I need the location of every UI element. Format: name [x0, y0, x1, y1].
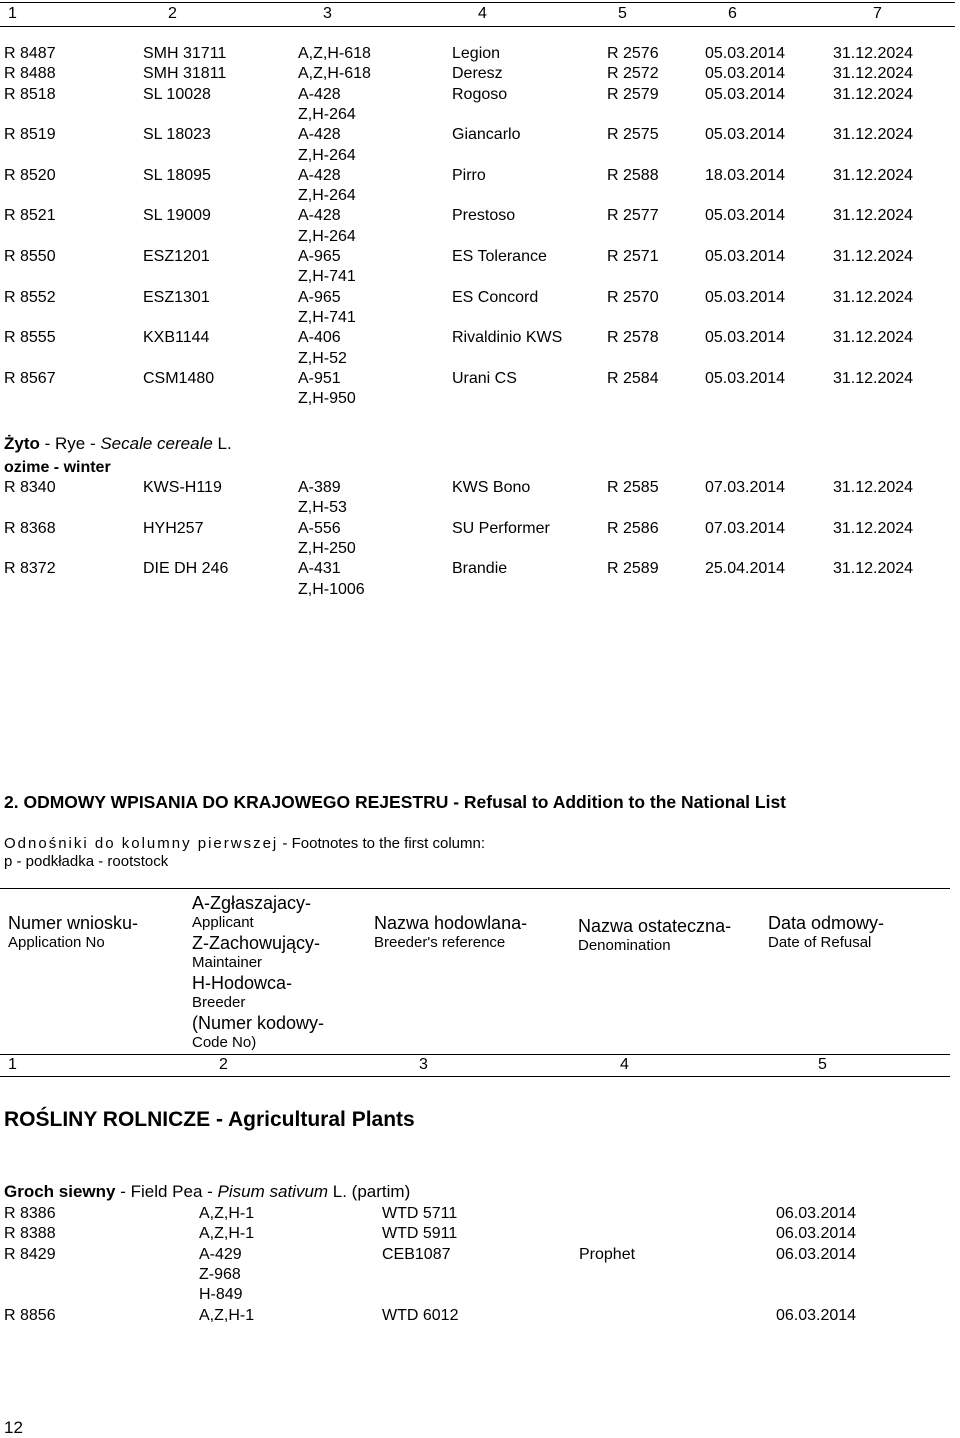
- no-cell: R 8521: [4, 207, 56, 225]
- col2-en-line: Code No): [192, 1034, 257, 1051]
- reg-cell: R 2589: [607, 560, 659, 578]
- no-cell: R 8368: [4, 519, 56, 537]
- rye-title-pl: Żyto: [4, 434, 40, 453]
- name-cell: Deresz: [452, 65, 503, 83]
- refusal-col3-header: [374, 912, 527, 952]
- top-header-col-3: 3: [323, 5, 332, 22]
- pea-title-pl: Groch siewny: [4, 1182, 116, 1201]
- rye-title-en: Rye: [55, 434, 86, 453]
- no-cell: R 8552: [4, 288, 56, 306]
- code-cell: A,Z,H-1: [199, 1306, 255, 1324]
- from-cell: 18.03.2014: [705, 166, 786, 184]
- code-cell: A,Z,H-618: [298, 45, 371, 62]
- reg-cell: R 2570: [607, 288, 659, 306]
- section2-heading: 2. ODMOWY WPISANIA DO KRAJOWEGO REJESTRU - Refusal to Addition to the National List: [4, 792, 787, 812]
- top-header-col-7: 7: [873, 5, 882, 22]
- reg-cell: R 2575: [607, 126, 659, 144]
- ref-cell: ESZ1201: [143, 248, 210, 265]
- code-cell: A-406: [298, 329, 341, 347]
- refusal-num-1: 1: [8, 1056, 17, 1073]
- code-cell: A-951: [298, 369, 341, 387]
- col2-pl-line: A-Zgłaszajacy-: [192, 893, 312, 913]
- col2-pl-line: H-Hodowca-: [192, 973, 293, 993]
- name-cell: Pirro: [452, 166, 486, 184]
- name-cell: Urani CS: [452, 369, 517, 387]
- name-cell: Giancarlo: [452, 126, 521, 144]
- code-cell: Z,H-250: [298, 539, 356, 557]
- to-cell: 31.12.2024: [833, 248, 914, 265]
- date-cell: 06.03.2014: [776, 1306, 857, 1324]
- top-header-col-1: 1: [8, 5, 17, 22]
- ref-cell: ESZ1301: [143, 288, 210, 306]
- ref-cell: CSM1480: [143, 369, 215, 387]
- code-cell: A-428: [298, 126, 341, 144]
- refusal-num-5: 5: [818, 1056, 827, 1073]
- rye-title-sep2: -: [85, 434, 101, 453]
- agri-heading: ROŚLINY ROLNICZE - Agricultural Plants: [4, 1108, 415, 1131]
- footnote-pl: Odnośniki do kolumny pierwszej: [4, 835, 279, 852]
- code-cell: Z,H-52: [298, 349, 347, 367]
- to-cell: 31.12.2024: [833, 85, 914, 103]
- ref-cell: WTD 5711: [382, 1205, 458, 1222]
- code-cell: Z,H-1006: [298, 580, 365, 598]
- code-cell: A-428: [298, 166, 341, 184]
- col1-en: Application No: [8, 934, 105, 951]
- col3-en: Breeder's reference: [374, 934, 506, 951]
- refusal-col4-header: [578, 915, 731, 955]
- from-cell: 07.03.2014: [705, 519, 786, 537]
- to-cell: 31.12.2024: [833, 479, 914, 496]
- ref-cell: SL 19009: [143, 207, 211, 225]
- code-cell: Z,H-264: [298, 187, 356, 205]
- code-cell: A,Z,H-1: [199, 1205, 255, 1222]
- ref-cell: SL 18023: [143, 126, 211, 144]
- name-cell: Prestoso: [452, 207, 516, 225]
- no-cell: R 8550: [4, 248, 56, 265]
- col2-en-line: Maintainer: [192, 954, 263, 971]
- col2-pl-line: Z-Zachowujący-: [192, 933, 321, 953]
- rye-title-sep: -: [39, 434, 55, 453]
- no-cell: R 8518: [4, 85, 56, 103]
- code-cell: A-965: [298, 288, 341, 306]
- col5-pl: Data odmowy-: [768, 913, 885, 933]
- code-cell: Z,H-741: [298, 268, 356, 286]
- from-cell: 05.03.2014: [705, 85, 786, 103]
- pea-title-sep2: -: [202, 1182, 218, 1201]
- ref-cell: CEB1087: [382, 1245, 451, 1263]
- ref-cell: SL 10028: [143, 85, 211, 103]
- to-cell: 31.12.2024: [833, 369, 914, 387]
- ref-cell: DIE DH 246: [143, 560, 229, 578]
- pea-title-en: Field Pea: [130, 1182, 203, 1201]
- code-cell: Z,H-264: [298, 146, 356, 164]
- name-cell: Brandie: [452, 560, 508, 578]
- refusal-col1-header: [8, 912, 138, 952]
- reg-cell: R 2586: [607, 519, 659, 537]
- no-cell: R 8487: [4, 45, 56, 62]
- code-cell: Z,H-264: [298, 227, 356, 245]
- to-cell: 31.12.2024: [833, 166, 914, 184]
- col5-en: Date of Refusal: [768, 934, 872, 951]
- footnote-en: - Footnotes to the first column:: [278, 835, 486, 852]
- ref-cell: HYH257: [143, 519, 204, 537]
- code-cell: Z-968: [199, 1265, 241, 1283]
- no-cell: R 8429: [4, 1245, 56, 1263]
- top-header-col-6: 6: [728, 5, 737, 22]
- refusal-num-3: 3: [419, 1056, 428, 1073]
- pea-title-sep: -: [115, 1182, 131, 1201]
- ref-cell: WTD 5911: [382, 1225, 458, 1243]
- code-cell: A-965: [298, 248, 341, 265]
- to-cell: 31.12.2024: [833, 65, 914, 83]
- name-cell: Rivaldinio KWS: [452, 329, 563, 347]
- code-cell: Z,H-950: [298, 390, 356, 408]
- refusal-num-4: 4: [620, 1056, 629, 1073]
- pea-title-latin: Pisum sativum: [217, 1182, 329, 1201]
- code-cell: A,Z,H-1: [199, 1225, 255, 1243]
- top-header-rule-bottom: [0, 26, 955, 27]
- reg-cell: R 2572: [607, 65, 659, 83]
- from-cell: 05.03.2014: [705, 45, 786, 62]
- col2-en-line: Applicant: [192, 914, 254, 931]
- name-cell: SU Performer: [452, 519, 550, 537]
- date-cell: 06.03.2014: [776, 1225, 857, 1243]
- name-cell: Prophet: [579, 1245, 636, 1263]
- refusal-number-row: [0, 1055, 960, 1075]
- ref-cell: KXB1144: [143, 329, 210, 347]
- no-cell: R 8567: [4, 369, 56, 387]
- pea-title: [4, 1182, 410, 1202]
- code-cell: Z,H-53: [298, 499, 347, 517]
- name-cell: KWS Bono: [452, 479, 531, 496]
- from-cell: 05.03.2014: [705, 369, 786, 387]
- rye-title-suffix: L.: [212, 434, 232, 453]
- refusal-num-2: 2: [219, 1056, 228, 1073]
- from-cell: 05.03.2014: [705, 248, 786, 265]
- top-header-col-4: 4: [478, 5, 487, 22]
- code-cell: H-849: [199, 1286, 243, 1304]
- col4-en: Denomination: [578, 937, 671, 954]
- to-cell: 31.12.2024: [833, 126, 914, 144]
- to-cell: 31.12.2024: [833, 288, 914, 306]
- refusal-col5-header: [768, 912, 884, 952]
- ref-cell: SL 18095: [143, 166, 211, 184]
- to-cell: 31.12.2024: [833, 207, 914, 225]
- footnote-line: [4, 834, 485, 854]
- ref-cell: SMH 31811: [143, 65, 227, 83]
- reg-cell: R 2579: [607, 85, 659, 103]
- no-cell: R 8555: [4, 329, 56, 347]
- code-cell: Z,H-741: [298, 308, 356, 326]
- reg-cell: R 2588: [607, 166, 659, 184]
- reg-cell: R 2577: [607, 207, 659, 225]
- reg-cell: R 2584: [607, 369, 659, 387]
- col2-pl-line: (Numer kodowy-: [192, 1013, 325, 1033]
- rye-title: [4, 434, 232, 454]
- name-cell: Rogoso: [452, 85, 508, 103]
- reg-cell: R 2578: [607, 329, 659, 347]
- name-cell: ES Tolerance: [452, 248, 547, 265]
- top-header-col-2: 2: [168, 5, 177, 22]
- ref-cell: SMH 31711: [143, 45, 227, 62]
- from-cell: 05.03.2014: [705, 65, 786, 83]
- code-cell: A-429: [199, 1245, 242, 1263]
- no-cell: R 8519: [4, 126, 56, 144]
- no-cell: R 8372: [4, 560, 56, 578]
- code-cell: A-389: [298, 479, 341, 496]
- rye-title-latin: Secale cereale: [100, 434, 213, 453]
- ref-cell: KWS-H119: [143, 479, 222, 496]
- rye-subtitle: ozime - winter: [4, 459, 111, 476]
- code-cell: Z,H-264: [298, 105, 356, 123]
- from-cell: 25.04.2014: [705, 560, 786, 578]
- date-cell: 06.03.2014: [776, 1205, 857, 1222]
- name-cell: Legion: [452, 45, 501, 62]
- no-cell: R 8340: [4, 479, 56, 496]
- col3-pl: Nazwa hodowlana-: [374, 913, 528, 933]
- name-cell: ES Concord: [452, 288, 539, 306]
- no-cell: R 8386: [4, 1205, 56, 1222]
- ref-cell: WTD 6012: [382, 1306, 459, 1324]
- no-cell: R 8488: [4, 65, 56, 83]
- code-cell: A-428: [298, 207, 341, 225]
- code-cell: A-556: [298, 519, 341, 537]
- top-header-rule-top: [0, 2, 955, 3]
- col1-pl: Numer wniosku-: [8, 913, 139, 933]
- to-cell: 31.12.2024: [833, 519, 914, 537]
- to-cell: 31.12.2024: [833, 329, 914, 347]
- from-cell: 07.03.2014: [705, 479, 786, 496]
- col4-pl: Nazwa ostateczna-: [578, 916, 732, 936]
- code-cell: A,Z,H-618: [298, 65, 371, 83]
- reg-cell: R 2585: [607, 479, 659, 496]
- refusal-header-rule-top: [0, 888, 950, 889]
- from-cell: 05.03.2014: [705, 288, 786, 306]
- top-header-col-5: 5: [618, 5, 627, 22]
- col2-en-line: Breeder: [192, 994, 246, 1011]
- no-cell: R 8388: [4, 1225, 56, 1243]
- date-cell: 06.03.2014: [776, 1245, 857, 1263]
- code-cell: A-428: [298, 85, 341, 103]
- top-header-row: [0, 4, 960, 24]
- from-cell: 05.03.2014: [705, 329, 786, 347]
- pea-title-suffix: L. (partim): [328, 1182, 411, 1201]
- from-cell: 05.03.2014: [705, 126, 786, 144]
- reg-cell: R 2576: [607, 45, 659, 62]
- refusal-col2-header: [192, 892, 324, 1052]
- to-cell: 31.12.2024: [833, 560, 914, 578]
- from-cell: 05.03.2014: [705, 207, 786, 225]
- page-number: 12: [4, 1418, 23, 1437]
- rootstock-note: p - podkładka - rootstock: [4, 853, 169, 870]
- reg-cell: R 2571: [607, 248, 659, 265]
- to-cell: 31.12.2024: [833, 45, 914, 62]
- code-cell: A-431: [298, 560, 341, 578]
- refusal-header-rule-bottom: [0, 1076, 950, 1077]
- no-cell: R 8856: [4, 1306, 56, 1324]
- no-cell: R 8520: [4, 166, 56, 184]
